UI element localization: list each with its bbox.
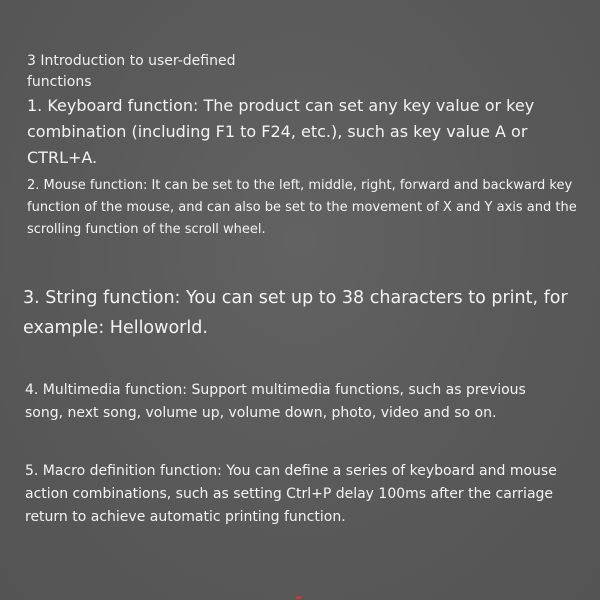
macro-definition-paragraph: 5. Macro definition function: You can define a series of keyboard and mouse action combinations, such as setting Ctrl+P delay 100ms after the carriage return to achieve automatic printing function. (25, 463, 557, 525)
string-function-paragraph: 3. String function: You can set up to 38 characters to print, for example: Helloworld. (23, 288, 568, 338)
keyboard-function-paragraph: 1. Keyboard function: The product can set any key value or key combination (including F1 to F24, etc.), such as key value A or CTRL+A. (27, 96, 535, 167)
red-mark-decoration (296, 596, 302, 599)
section-title: 3 Introduction to user-defined functions (27, 53, 236, 90)
multimedia-function-paragraph: 4. Multimedia function: Support multimedia functions, such as previous song, next song, volume up, volume down, photo, video and so on. (25, 382, 526, 421)
mouse-function-paragraph: 2. Mouse function: It can be set to the left, middle, right, forward and backward key function of the mouse, and can also be set to the movement of X and Y axis and the scrolling function of the scroll wheel. (27, 178, 577, 237)
